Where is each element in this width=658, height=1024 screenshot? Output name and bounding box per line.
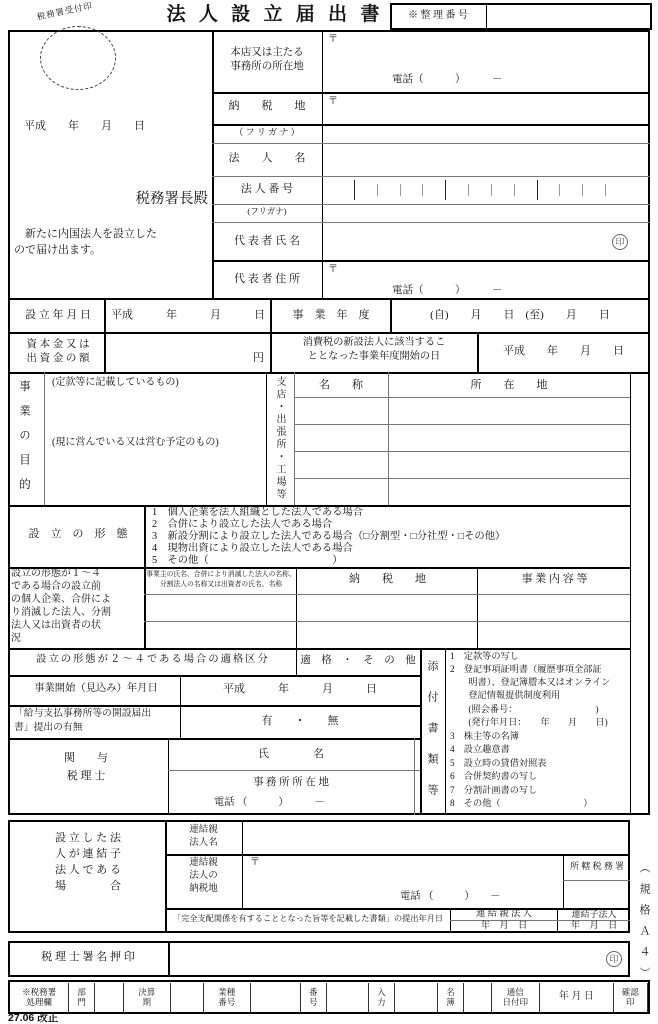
postal-mark: 〒: [250, 857, 260, 868]
grid-line: [563, 880, 630, 881]
pre-establish-label: 設立の形態が１～４: [11, 568, 101, 579]
child-corp-date-input[interactable]: 年 月 日: [570, 921, 618, 931]
qualified-label: 設立の形態が２～４である場合の適格区分: [36, 654, 270, 665]
capital-amount-input[interactable]: [106, 334, 236, 370]
consolidated-label: 人 が 連 結 子: [55, 848, 121, 860]
cell-label: 通信: [506, 986, 524, 997]
capital-unit: 円: [253, 352, 264, 364]
parent-taxplace-label3: 納税地: [189, 884, 218, 894]
office-use-header-kessanki: [124, 983, 170, 1012]
head-office-label: 本店又は主たる: [230, 47, 304, 58]
fiscal-year-input[interactable]: (自) 月 日 (至) 月 日: [430, 309, 610, 321]
submission-date[interactable]: 平成 年 月 日: [24, 120, 145, 132]
tax-accountant-label2: 税 理 士: [66, 770, 106, 782]
grid-line: [266, 372, 267, 505]
jurisdiction-tax-office-input[interactable]: [564, 882, 630, 907]
pre-establish-cell-input[interactable]: [298, 622, 476, 647]
corp-number-digit: [400, 184, 423, 196]
corp-name-input[interactable]: [324, 146, 646, 174]
attachments-label: 添付書類等: [426, 660, 438, 815]
form-type-option-5[interactable]: 5 その他（ ）: [152, 555, 343, 566]
pre-establish-name-header: 事業主の氏名、合併により消滅した法人の名称、: [146, 571, 296, 578]
pre-establish-label: 法人又は出資者の状: [11, 620, 101, 631]
establish-date-input[interactable]: 平成 年 月 日: [111, 309, 265, 321]
child-corp-header: 連結子法人: [571, 909, 617, 919]
reference-number-label: ※ 整 理 番 号: [408, 10, 468, 21]
grid-line: [296, 648, 297, 675]
jurisdiction-tax-office-label: 所 轄 税 務 署: [569, 861, 624, 871]
consolidated-label: 法 人 で あ る: [55, 864, 121, 876]
office-use-header-tsushin: [492, 983, 540, 1012]
grid-line: [414, 738, 415, 815]
cell-label: 簿: [446, 997, 455, 1007]
cell-label: 力: [377, 997, 386, 1007]
receipt-stamp-circle: [40, 26, 116, 90]
office-use-row: [11, 983, 648, 1012]
postal-mark: 〒: [328, 34, 338, 45]
corp-number-label: 法 人 番 号: [240, 183, 294, 195]
capital-label2: 出 資 金 の 額: [26, 353, 90, 364]
grid-line: [8, 738, 420, 740]
cell-label: 門: [77, 997, 86, 1007]
grid-line: [8, 705, 420, 707]
corp-number-digit: [491, 184, 514, 196]
consolidated-label: 場 合: [55, 880, 121, 892]
office-use-cell[interactable]: [95, 983, 124, 1012]
attachment-item: 2 登記事項証明書（履歴事項全部証: [450, 664, 602, 674]
grid-line: [168, 770, 420, 771]
branch-row-input[interactable]: [296, 452, 628, 477]
head-office-phone[interactable]: 電話（ ） －: [392, 74, 503, 85]
grid-line: [212, 204, 650, 205]
grid-line: [8, 675, 420, 677]
attachment-item: 1 定款等の写し: [450, 651, 519, 661]
business-purpose-input[interactable]: [46, 390, 264, 502]
cell-label: 名: [446, 986, 455, 997]
branch-name-header: 名 称: [319, 379, 363, 391]
corp-number-digit: [422, 184, 445, 196]
pre-establish-label: である場合の設立前: [11, 581, 101, 592]
rep-addr-label: 代 表 者 住 所: [234, 273, 300, 285]
rep-addr-phone[interactable]: 電話（ ） －: [392, 285, 503, 296]
consumption-tax-label2: ととなった事業年度開始の日: [307, 351, 441, 362]
pre-establish-cell-input[interactable]: [479, 595, 629, 620]
corp-number-digit: [445, 180, 468, 200]
corp-number-digit: [537, 180, 560, 200]
accountant-office-input[interactable]: [416, 772, 628, 813]
office-use-header-gyoshu: [204, 983, 250, 1012]
grid-line: [296, 567, 297, 648]
grid-line: [294, 372, 295, 505]
cell-label: 年 月 日: [558, 990, 594, 1002]
qualified-choice[interactable]: 適 格 ・ そ の 他: [300, 655, 416, 666]
tax-place-input[interactable]: [324, 94, 646, 122]
furigana-input[interactable]: [324, 125, 646, 142]
grid-line: [212, 176, 650, 177]
full-control-doc-label: 「完全支配関係を有することとなった旨等を記載した書類」の提出年月日: [172, 914, 444, 923]
pre-establish-label: の個人企業、合併によ: [11, 594, 111, 605]
parent-taxplace-label: 連結親: [189, 858, 218, 868]
seal-icon: 印: [606, 951, 622, 967]
attachment-item: 4 設立趣意書: [450, 744, 510, 754]
cell-label: 号: [308, 997, 318, 1007]
corp-number-input[interactable]: [332, 180, 628, 200]
furigana-label: （ フ リ ガ ナ ）: [234, 127, 300, 137]
salary-office-label: 「給与支払事務所等の開設届出: [14, 708, 152, 719]
head-office-address-input[interactable]: [324, 32, 646, 70]
branch-row-input[interactable]: [296, 479, 628, 504]
corp-number-digit: [354, 180, 377, 200]
tax-accountant-label: 関 与: [64, 752, 108, 764]
corp-number-digit: [582, 184, 605, 196]
seal-icon: 印: [612, 234, 628, 250]
signature-input[interactable]: [172, 943, 602, 974]
corp-number-digit: [605, 184, 628, 196]
office-use-label: [11, 983, 69, 1012]
cell-label: 番号: [218, 997, 236, 1007]
office-use-cell[interactable]: [464, 983, 492, 1012]
purpose-note2: (現に営んでいる又は営む予定のもの): [52, 437, 219, 448]
fiscal-year-label: 事 業 年 度: [292, 309, 370, 321]
office-use-label-line1: ※税務署: [22, 986, 57, 997]
business-purpose-label: 事業の目的: [18, 380, 30, 503]
parent-name-input[interactable]: [244, 822, 628, 852]
cell-label: 確認: [621, 986, 639, 997]
accountant-office-label: 事 務 所 所 在 地: [252, 777, 330, 788]
attachment-item: 8 その他（ ）: [450, 798, 593, 808]
corp-number-digit: [559, 184, 582, 196]
rep-name-label: 代 表 者 氏 名: [234, 235, 300, 247]
attachment-item: 3 株主等の名簿: [450, 731, 519, 741]
accountant-name-label: 氏 名: [258, 748, 324, 760]
form-type-option-2[interactable]: 2 合併により設立した法人である場合: [152, 519, 333, 530]
parent-corp-header: 連 結 親 法 人: [476, 909, 532, 919]
declaration-message-line1: 新たに内国法人を設立した: [14, 228, 157, 240]
parent-name-label: 連結親: [189, 825, 218, 835]
consumption-tax-date-input[interactable]: 平成 年 月 日: [503, 345, 624, 357]
head-office-label2: 事務所の所在地: [230, 61, 304, 72]
attachment-item: 6 合併契約書の写し: [450, 771, 538, 781]
parent-phone[interactable]: 電話 （ ） －: [400, 891, 501, 902]
office-use-label-line2: 処理欄: [26, 997, 52, 1007]
declaration-message-line2: ので届け出ます。: [14, 244, 102, 256]
branch-address-header: 所 在 地: [470, 379, 548, 391]
attachment-item: 明書）、登記簿謄本又はオンライン: [450, 677, 611, 687]
form-type-option-3[interactable]: 3 新設分割により設立した法人である場合（□分割型・□分社型・□その他）: [152, 531, 506, 542]
cell-label: 印: [625, 997, 635, 1007]
accountant-name-input[interactable]: [416, 740, 628, 768]
pre-establish-cell-input[interactable]: [298, 595, 476, 620]
grid-line: [168, 941, 170, 977]
grid-line: [477, 567, 478, 648]
cell-label: 部: [77, 986, 86, 997]
cell-label: 入: [377, 986, 386, 997]
office-use-date-cell[interactable]: [540, 983, 614, 1012]
cell-label: 日付印: [502, 997, 528, 1007]
parent-corp-date-input[interactable]: 年 月 日: [480, 921, 528, 931]
accountant-phone[interactable]: 電話 （ ） －: [214, 797, 325, 808]
parent-taxplace-input[interactable]: [244, 856, 561, 906]
attachment-item: (発行年月日： 年 月 日): [450, 717, 608, 727]
attachment-item: 5 設立時の貸借対照表: [450, 758, 547, 768]
receipt-stamp-label: 税務署受付印: [35, 0, 94, 22]
reference-number-input[interactable]: [488, 5, 648, 28]
page-title: 法 人 設 立 届 出 書: [166, 4, 384, 25]
grid-line: [44, 372, 45, 505]
parent-name-label2: 法人名: [189, 838, 218, 848]
office-use-cell[interactable]: [171, 983, 205, 1012]
establish-date-label: 設 立 年 月 日: [25, 309, 91, 321]
office-use-cell[interactable]: [327, 983, 369, 1012]
grid-line: [212, 143, 650, 144]
addressee: 税務署長殿: [135, 191, 208, 207]
salary-office-choice[interactable]: 有 ・ 無: [261, 715, 339, 727]
furigana2-input[interactable]: [324, 206, 646, 220]
grid-line: [144, 505, 146, 567]
pre-establish-cell-input[interactable]: [479, 622, 629, 647]
business-start-label: 事業開始（見込み）年月日: [34, 683, 158, 694]
cell-label: 期: [142, 997, 152, 1007]
pre-establish-taxplace-header: 納 税 地: [349, 573, 426, 585]
cell-label: 決算: [138, 986, 156, 997]
grid-line: [486, 4, 487, 28]
purpose-note1: (定款等に記載しているもの): [52, 377, 179, 388]
grid-line: [270, 332, 272, 372]
office-use-header-meibo: [438, 983, 464, 1012]
rep-addr-input[interactable]: [324, 262, 646, 298]
branch-row-input[interactable]: [296, 425, 628, 450]
form-type-label: 設 立 の 形 態: [28, 528, 128, 540]
office-use-header-bumon: [69, 983, 96, 1012]
business-start-date-input[interactable]: 平成 年 月 日: [223, 683, 377, 695]
attachment-item: 7 分割計画書の写し: [450, 785, 538, 795]
grid-line: [630, 372, 631, 815]
capital-label: 資 本 金 又 は: [26, 339, 90, 350]
cell-label: 業種: [218, 986, 236, 997]
corp-number-digit: [377, 184, 400, 196]
branches-label: 支店・出張所・工場等: [274, 376, 285, 501]
revision-note: 27.06 改正: [8, 1012, 59, 1024]
postal-mark: 〒: [328, 264, 338, 275]
branch-row-input[interactable]: [296, 398, 628, 423]
corp-number-digit: [468, 184, 491, 196]
rep-name-input[interactable]: [324, 224, 604, 258]
form-type-option-1[interactable]: 1 個人企業を法人組織とした法人である場合: [152, 507, 364, 518]
postal-mark: 〒: [328, 96, 338, 107]
paper-size-note: （規格Ａ４）: [638, 862, 650, 988]
parent-taxplace-label2: 法人の: [189, 871, 218, 881]
grid-line: [168, 738, 169, 815]
attachment-item: (照会番号： ): [450, 704, 599, 714]
furigana-label2: (フリガナ): [247, 206, 287, 216]
corp-name-label: 法 人 名: [228, 152, 306, 164]
pre-establish-label: 況: [11, 633, 21, 644]
corp-number-digit: [514, 184, 537, 196]
grid-line: [8, 648, 630, 650]
pre-establish-name-header2: 分割法人の名称又は出資者の氏名、名称: [159, 581, 283, 588]
consolidated-label: 設 立 し た 法: [55, 832, 121, 844]
corp-number-digit: [332, 184, 354, 196]
form-type-option-4[interactable]: 4 現物出資により設立した法人である場合: [152, 543, 353, 554]
office-use-header-bango: [301, 983, 327, 1012]
office-use-header-nyuryoku: [369, 983, 395, 1012]
tax-place-label: 納 税 地: [228, 100, 306, 112]
pre-establish-cell-input[interactable]: [146, 595, 295, 620]
attachment-item: 登記情報提供制度利用: [450, 690, 561, 700]
grid-line: [242, 820, 243, 908]
office-use-cell[interactable]: [395, 983, 438, 1012]
pre-establish-cell-input[interactable]: [146, 622, 295, 647]
consumption-tax-label: 消費税の新設法人に該当するこ: [302, 337, 446, 348]
signature-label: 税 理 士 署 名 押 印: [41, 951, 135, 963]
cell-label: 番: [308, 986, 318, 997]
salary-office-label2: 書」提出の有無: [14, 722, 83, 733]
grid-line: [212, 222, 650, 223]
pre-establish-business-header: 事 業 内 容 等: [521, 573, 588, 585]
office-use-cell[interactable]: [251, 983, 301, 1012]
pre-establish-label: り消滅した法人、分割: [11, 607, 111, 618]
grid-line: [8, 372, 650, 374]
